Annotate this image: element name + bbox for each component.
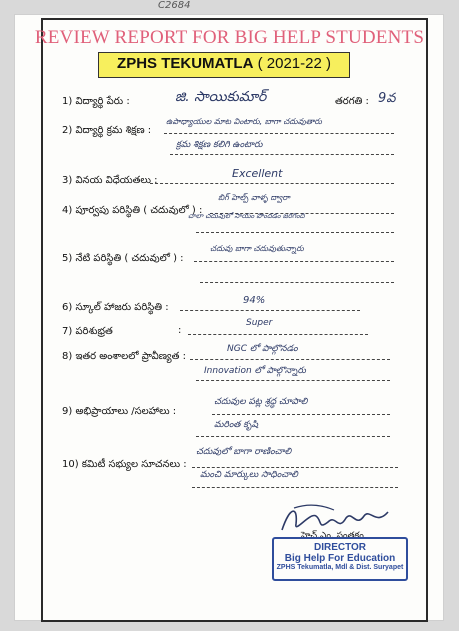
discipline-label: 2) విద్యార్థి క్రమ శిక్షణ :	[62, 125, 152, 136]
committee-line-2	[192, 487, 398, 488]
attendance-line	[180, 310, 360, 311]
other-label: 8) ఇతర అంశాలలో ప్రావీణ్యత :	[62, 351, 186, 362]
humility-value: Excellent	[232, 167, 283, 180]
report-title: REVIEW REPORT FOR BIG HELP STUDENTS	[34, 27, 425, 48]
signature-label: హెచ్.ఎం. సంతకం	[301, 531, 364, 541]
discipline-value-1: ఉపాధ్యాయుల మాట వింటారు, బాగా చదువుతారు	[166, 117, 322, 126]
current-status-line-2	[200, 282, 394, 283]
school-name-line	[99, 55, 349, 72]
humility-line	[150, 183, 394, 184]
committee-value-2: మంచి మార్కులు సాధించాలి	[200, 470, 298, 480]
current-status-label: 5) నేటి పరిస్థితి ( చదువులో ) :	[62, 253, 184, 264]
committee-value-1: చదువులో బాగా రాణించాలి	[196, 447, 292, 457]
current-status-value: చదువు బాగా చదువుతున్నారు	[210, 244, 304, 253]
other-line-1	[190, 359, 390, 360]
opinion-line-2	[196, 436, 390, 437]
academic-year: ( 2021-22 )	[257, 55, 331, 72]
hygiene-value: Super	[246, 318, 273, 328]
opinion-label: 9) అభిప్రాయాలు /సలహాలు :	[62, 406, 177, 417]
prev-status-label: 4) పూర్వపు పరిస్థితి ( చదువులో ) :	[62, 205, 203, 216]
attendance-value: 94%	[243, 295, 266, 306]
other-value-1: NGC లో పాల్గొనడం	[227, 344, 298, 354]
current-status-line-1	[194, 261, 394, 262]
director-stamp	[272, 537, 408, 581]
opinion-value-1: చదువుల పట్ల శ్రద్ధ చూపాలి	[214, 397, 308, 407]
school-banner	[98, 52, 350, 78]
opinion-line-1	[212, 414, 390, 415]
prev-status-line-2	[196, 232, 394, 233]
opinion-value-2: మరింత కృషి	[214, 420, 259, 430]
corner-note: C2684	[158, 0, 191, 11]
name-value: జి. సాయికుమార్	[175, 89, 267, 105]
committee-label: 10) కమిటీ సభ్యుల సూచనలు :	[62, 459, 187, 470]
other-line-2	[196, 380, 390, 381]
humility-label: 3) వినయ విధేయతలు :	[62, 175, 158, 186]
prev-status-value-1: బిగ్ హెల్ప్ వాళ్ళ ద్వారా	[218, 193, 290, 202]
attendance-label: 6) స్కూల్ హాజరు పరిస్థితి :	[62, 302, 169, 313]
other-value-2: Innovation లో పాల్గొన్నారు	[204, 366, 306, 376]
school-name: ZPHS TEKUMATLA	[117, 55, 254, 72]
stamp-address: ZPHS Tekumatla, Mdl & Dist. Suryapet	[276, 564, 404, 571]
hygiene-colon: :	[178, 325, 182, 336]
hygiene-label: 7) పరిశుభ్రత	[62, 326, 113, 337]
stamp-org: Big Help For Education	[284, 553, 396, 564]
stamp-title: DIRECTOR	[313, 542, 367, 553]
discipline-line-2	[170, 154, 394, 155]
class-label: తరగతి :	[335, 96, 369, 107]
discipline-line-1	[164, 133, 394, 134]
committee-line-1	[192, 467, 398, 468]
prev-status-value-2: చాలా చదువులో సాయం పొందడం జరిగింది	[188, 212, 305, 220]
hygiene-line	[188, 334, 368, 335]
name-label: 1) విద్యార్థి పేరు :	[62, 96, 130, 107]
discipline-value-2: క్రమ శిక్షణ కలిగి ఉంటారు	[176, 140, 263, 150]
class-value: 9వ	[378, 91, 396, 106]
